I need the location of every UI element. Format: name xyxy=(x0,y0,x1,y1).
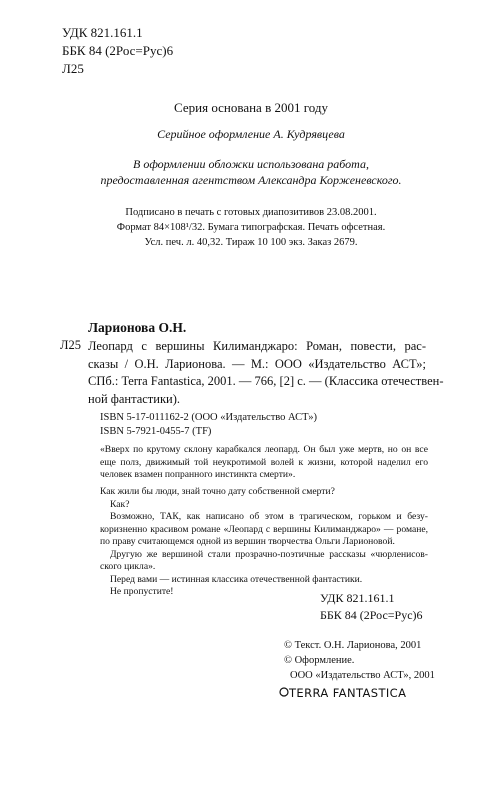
biblio-line: ной фантастики). xyxy=(88,391,181,406)
terra-fantastica-logo xyxy=(279,685,439,705)
cover-credit-line-2: предоставленная агентством Александра Корженевского. xyxy=(100,173,402,187)
printing-line-1: Подписано в печать с готовых диапозитивов 23.08.2001. xyxy=(125,207,377,218)
annotation-line: Как жили бы люди, знай точно дату собственной смерти? xyxy=(100,486,335,497)
annotation-line: Перед вами — истинная классика отечественной фантастики. xyxy=(110,573,363,585)
copyright-text: © Текст. О.Н. Ларионова, 2001 xyxy=(284,640,422,651)
copyright-design: © Оформление. xyxy=(284,655,355,666)
annotation-body xyxy=(100,486,428,599)
annotation-line: Не пропустите! xyxy=(110,586,174,597)
quote-line: еще полз, движимый той неукротимой волей к жизни, которой наделил его xyxy=(100,456,428,468)
annotation-line: по праву считающемся одной из вершин творчества Ольги Ларионовой. xyxy=(100,536,395,547)
quote-line: человек взамен попранного инстинкта смерти». xyxy=(100,469,296,480)
series-founded: Серия основана в 2001 году xyxy=(174,100,328,115)
annotation-line: Другую же вершиной стали прозрачно-поэтичные рассказы «чюрленисов- xyxy=(110,548,428,560)
catalog-code: Л25 xyxy=(60,338,81,352)
biblio-line: Леопард с вершины Килиманджаро: Роман, повести, рас- xyxy=(88,339,426,353)
annotation-quote xyxy=(100,444,428,482)
annotation-line: ского цикла». xyxy=(100,561,156,572)
bbk-code-bottom: ББК 84 (2Рос=Рус)6 xyxy=(320,608,423,622)
printing-line-2: Формат 84×108¹/32. Бумага типографская. Печать офсетная. xyxy=(116,222,386,233)
printing-line-3: Усл. печ. л. 40,32. Тираж 10 100 экз. Заказ 2679. xyxy=(144,237,358,248)
bibliographic-description xyxy=(88,338,444,408)
annotation-line: Возможно, ТАК, как написано об этом в трагическом, горьком и безу- xyxy=(110,511,428,522)
isbn-ast: ISBN 5-17-011162-2 (ООО «Издательство АСТ») xyxy=(100,412,318,423)
bbk-code: ББК 84 (2Рос=Рус)6 xyxy=(62,43,174,58)
annotation-line: Как? xyxy=(110,498,130,510)
catalog-author: Ларионова О.Н. xyxy=(88,320,187,335)
author-mark: Л25 xyxy=(62,61,84,76)
copyright-publisher: ООО «Издательство АСТ», 2001 xyxy=(290,670,435,681)
classification-codes-bottom xyxy=(320,590,423,624)
classification-codes-top xyxy=(62,24,173,78)
udk-code: УДК 821.161.1 xyxy=(62,25,143,40)
series-design-credit: Серийное оформление А. Кудрявцева xyxy=(157,127,345,141)
biblio-line: СПб.: Terra Fantastica, 2001. — 766, [2] с. — (Классика отечествен- xyxy=(88,374,444,388)
udk-code-bottom: УДК 821.161.1 xyxy=(320,591,395,605)
cover-credit-line-1: В оформлении обложки использована работа, xyxy=(132,157,369,171)
quote-line: «Вверх по крутому склону карабкался леопард. Он был уже мертв, но он все xyxy=(100,444,428,455)
logo-text: TERRA FANTASTICA xyxy=(289,686,407,700)
annotation-line: коризненно красивом романе «Леопард с вершины Килиманджаро» — романе, xyxy=(100,523,428,535)
biblio-line: сказы / О.Н. Ларионова. — М.: ООО «Издательство АСТ»; xyxy=(88,356,426,371)
copyright-circle-icon xyxy=(279,687,289,697)
isbn-tf: ISBN 5-7921-0455-7 (TF) xyxy=(100,426,212,437)
